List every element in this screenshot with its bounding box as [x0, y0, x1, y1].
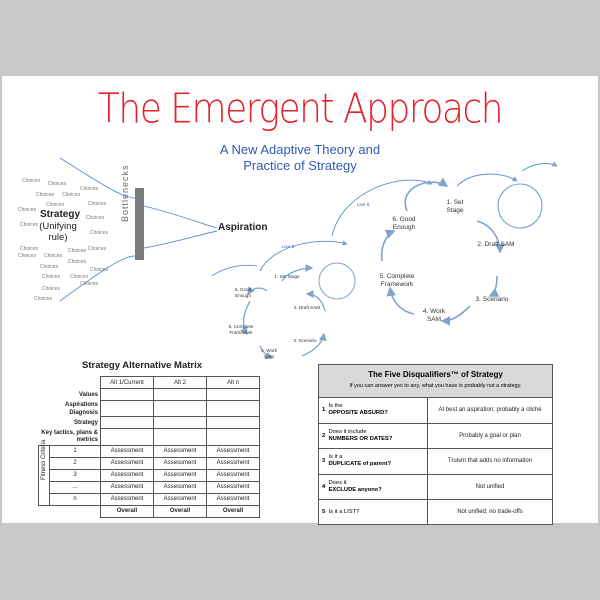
subtitle-line-2: Practice of Strategy — [243, 158, 357, 173]
matrix-cell: Assessment — [154, 457, 207, 469]
answer-text: Truism that adds no information — [447, 458, 533, 465]
big-step-4: 4. Work SAM — [422, 308, 446, 323]
matrix-title: Strategy Alternative Matrix — [82, 360, 203, 371]
row-num: 2 — [322, 432, 326, 439]
matrix-cell: Assessment — [154, 469, 207, 481]
matrix-row-label: Values — [78, 391, 98, 398]
choice-label: Choices — [18, 207, 37, 213]
matrix-cell: Assessment — [207, 469, 260, 481]
big-step-2: 2. Draft SAM — [477, 241, 515, 248]
row-num: 5 — [322, 509, 326, 516]
choice-label: Choices — [34, 296, 53, 302]
small-live-it-label: Live It — [282, 244, 295, 249]
choice-label: Choices — [80, 281, 99, 287]
big-step-3: 3. Scenario — [475, 296, 509, 303]
question-emphasis: NUMBERS OR DATES? — [328, 435, 393, 442]
matrix-row-label: Aspirations — [64, 401, 98, 408]
choice-label: Choices — [80, 186, 99, 192]
disqualifiers-subtitle: If you can answer yes to any, what you have is probably not a strategy. — [349, 383, 522, 389]
bottlenecks-label: Bottlenecks — [120, 164, 130, 222]
matrix-cell: Assessment — [207, 445, 260, 457]
disqualifier-row — [319, 398, 552, 424]
matrix-row-label: Diagnosis — [69, 409, 98, 416]
disqualifiers-box — [318, 364, 553, 525]
matrix-cell: Assessment — [154, 445, 207, 457]
choice-label: Choices — [48, 181, 67, 187]
choice-label: Choices — [44, 253, 63, 259]
big-live-it-label: Live It — [357, 202, 370, 207]
criteria-num: n — [50, 493, 101, 505]
small-step-5: 5. Complete Framework — [228, 324, 254, 335]
subtitle-line-1: A New Adaptive Theory and — [219, 142, 381, 157]
row-num: 1 — [322, 407, 326, 414]
question-text: Is it a — [328, 454, 343, 461]
criteria-num: 3 — [50, 469, 101, 481]
row-num: 3 — [322, 458, 326, 465]
question-emphasis: OPPOSITE ABSURD? — [328, 410, 388, 417]
matrix-col-header: Alt 1/Current — [101, 377, 154, 389]
small-step-3: 3. Scenario — [293, 338, 317, 343]
disqualifier-row — [319, 475, 552, 501]
answer-text: Probably a goal or plan — [459, 432, 521, 439]
choice-label: Choices — [86, 215, 105, 221]
criteria-label: Fitness Criteria — [41, 439, 47, 480]
question-emphasis: EXCLUDE anyone? — [328, 486, 382, 493]
document-page — [2, 76, 598, 523]
matrix-cell: Assessment — [207, 481, 260, 493]
choice-label: Choices — [18, 253, 37, 259]
disqualifier-row — [319, 424, 552, 450]
page-title: The Emergent Approach — [97, 85, 503, 134]
choice-label: Choices — [40, 264, 59, 270]
big-step-1: 1. Set Stage — [446, 199, 464, 214]
choice-label: Choices — [20, 222, 39, 228]
choice-label: Choices — [42, 286, 61, 292]
matrix-col-header: Alt n — [207, 377, 260, 389]
choice-label: Choices — [36, 192, 55, 198]
big-step-5: 5. Complete Framework — [379, 273, 415, 288]
question-text: Is the — [328, 403, 343, 410]
criteria-num: 2 — [50, 457, 101, 469]
choice-label: Choices — [70, 274, 89, 280]
question-text: Is it a LIST? — [328, 509, 360, 516]
choice-label: Choices — [20, 246, 39, 252]
unifying-rule-label: (Unifying rule) — [39, 221, 77, 243]
criteria-num: ... — [50, 481, 101, 493]
choice-label: Choices — [42, 274, 61, 280]
choice-label: Choices — [88, 201, 107, 207]
disqualifier-row — [319, 500, 552, 525]
row-num: 4 — [322, 483, 326, 490]
matrix-col-header: Alt 2 — [154, 377, 207, 389]
answer-text: Not unified — [475, 483, 505, 490]
matrix-cell: Assessment — [101, 457, 154, 469]
small-step-6: 6. Good Enough — [234, 287, 252, 298]
question-emphasis: DUPLICATE of parent? — [328, 461, 392, 468]
question-text: Does it — [328, 479, 347, 486]
small-step-1: 1. Set Stage — [274, 274, 300, 279]
overall-cell: Overall — [207, 505, 260, 517]
choice-label: Choices — [46, 202, 65, 208]
disqualifier-row — [319, 449, 552, 475]
matrix-row-label: Key tactics, plans & metrics — [41, 429, 98, 443]
disqualifiers-title: The Five Disqualifiers™ of Strategy — [368, 370, 503, 379]
matrix-cell: Assessment — [101, 493, 154, 505]
matrix-cell: Assessment — [207, 493, 260, 505]
choice-label: Choices — [88, 246, 107, 252]
matrix-cell: Assessment — [101, 445, 154, 457]
matrix-cell: Assessment — [207, 457, 260, 469]
criteria-num: 1 — [50, 445, 101, 457]
aspiration-label: Aspiration — [218, 222, 268, 233]
choice-label: Choices — [68, 259, 87, 265]
big-step-6: 6. Good Enough — [392, 216, 416, 231]
overall-cell: Overall — [154, 505, 207, 517]
small-step-4: 4. Work SAM — [261, 348, 277, 359]
strategy-matrix — [38, 376, 260, 518]
matrix-cell: Assessment — [154, 493, 207, 505]
matrix-cell: Assessment — [101, 469, 154, 481]
matrix-cell: Assessment — [154, 481, 207, 493]
choice-label: Choices — [90, 267, 109, 273]
matrix-cell: Assessment — [101, 481, 154, 493]
small-step-2: 2. Draft SAM — [293, 305, 321, 310]
choice-label: Choices — [22, 178, 41, 184]
question-text: Does it include — [328, 428, 367, 435]
choice-label: Choices — [62, 192, 81, 198]
answer-text: At best an aspiration; probably a cliché — [438, 407, 542, 414]
overall-cell: Overall — [101, 505, 154, 517]
matrix-row-label: Strategy — [73, 419, 98, 426]
choice-label: Choices — [68, 248, 87, 254]
strategy-label: Strategy — [40, 209, 81, 220]
choice-label: Choices — [90, 230, 109, 236]
answer-text: Not unified; no trade-offs — [457, 509, 523, 516]
